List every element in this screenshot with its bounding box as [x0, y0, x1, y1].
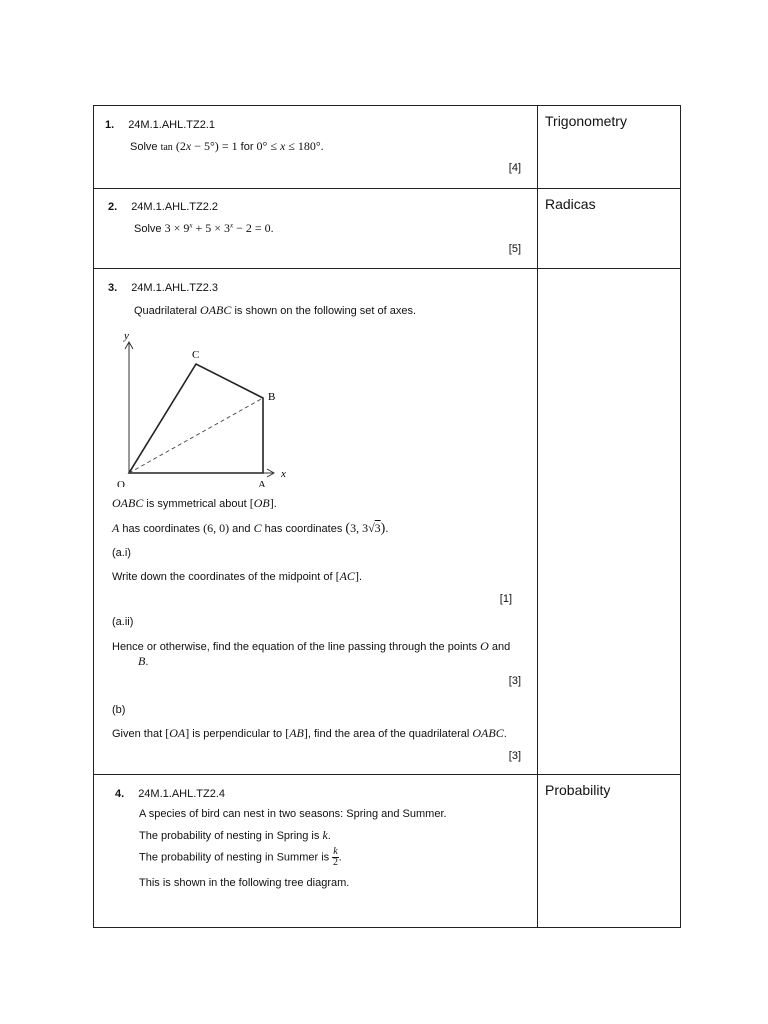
- label-c: C: [192, 349, 200, 361]
- topic-cell-1: Trigonometry: [538, 106, 681, 189]
- question-number-1: 1.: [105, 119, 115, 131]
- quadrilateral-diagram: [109, 327, 299, 487]
- question-number-2: 2.: [108, 201, 118, 213]
- coordinates-statement: A has coordinates (6, 0) and C has coordinates (3, 3√3).: [112, 521, 389, 536]
- question-text-1: Solve tan (2x − 5°) = 1 for 0° ≤ x ≤ 180°.: [130, 139, 324, 153]
- question-cell-3: [94, 269, 538, 775]
- question-code-3: 24M.1.AHL.TZ2.3: [131, 282, 219, 294]
- part-text-aii: Hence or otherwise, find the equation of the line passing through the points O and: [112, 639, 511, 653]
- question-line-4d: This is shown in the following tree diagram.: [139, 877, 350, 889]
- diagonal-ob: [129, 398, 263, 473]
- label-y: y: [124, 330, 129, 342]
- part-text-b: Given that [OA] is perpendicular to [AB], find the area of the quadrilateral OABC.: [112, 726, 507, 740]
- question-marks-2: [5]: [508, 243, 521, 255]
- question-sheet: [93, 105, 673, 928]
- part-text-aii-cont: B.: [138, 654, 149, 668]
- question-code-2: 24M.1.AHL.TZ2.2: [131, 201, 219, 213]
- question-code-1: 24M.1.AHL.TZ2.1: [128, 119, 216, 131]
- question-line-4b: The probability of nesting in Spring is k.: [139, 828, 331, 842]
- question-marks-1: [4]: [508, 162, 521, 174]
- question-row-3: [94, 269, 681, 775]
- question-line-4c: The probability of nesting in Summer is $\frac{k}{2}$ .: [139, 846, 342, 868]
- question-number-4: 4.: [115, 788, 125, 800]
- question-header-1: [105, 119, 215, 131]
- topic-cell-2: Radicas: [538, 189, 681, 269]
- fraction-k-over-2: [332, 847, 338, 868]
- question-line-4c-text: The probability of nesting in Summer is: [139, 851, 330, 864]
- quadrilateral-oabc: [129, 364, 263, 473]
- part-marks-ai: [1]: [499, 593, 512, 605]
- question-row-4: [94, 775, 681, 928]
- question-header-3: [108, 282, 218, 294]
- question-cell-1: [94, 106, 538, 189]
- question-line-4a: A species of bird can nest in two seasons: Spring and Summer.: [139, 808, 447, 820]
- question-number-3: 3.: [108, 282, 118, 294]
- question-table: [93, 105, 681, 928]
- label-x: x: [281, 468, 286, 480]
- part-label-aii: (a.ii): [112, 616, 134, 628]
- question-code-4: 24M.1.AHL.TZ2.4: [138, 788, 226, 800]
- part-marks-b: [3]: [508, 750, 521, 762]
- question-intro-3: Quadrilateral OABC is shown on the following set of axes.: [134, 303, 417, 317]
- question-header-2: [108, 201, 218, 213]
- question-cell-2: [94, 189, 538, 269]
- symmetry-statement: OABC is symmetrical about [OB].: [112, 496, 277, 510]
- question-row-2: [94, 189, 681, 269]
- label-b: B: [268, 391, 276, 403]
- question-cell-4: [94, 775, 538, 928]
- part-marks-aii: [3]: [508, 675, 521, 687]
- topic-cell-3: [538, 269, 681, 775]
- topic-cell-4: Probability: [538, 775, 681, 928]
- label-o: O: [117, 479, 125, 487]
- fraction-denominator: 2: [332, 857, 338, 868]
- part-text-ai: Write down the coordinates of the midpoint of [AC].: [112, 569, 362, 583]
- fraction-numerator: k: [333, 846, 338, 857]
- question-text-2: Solve $3 \times 9^x + 5 \times 3^x - 2 = 0$.: [134, 221, 274, 235]
- label-a: A: [258, 479, 266, 487]
- part-label-b: (b): [112, 704, 126, 716]
- question-row-1: [94, 106, 681, 189]
- question-header-4: [115, 788, 225, 800]
- part-label-ai: (a.i): [112, 547, 131, 559]
